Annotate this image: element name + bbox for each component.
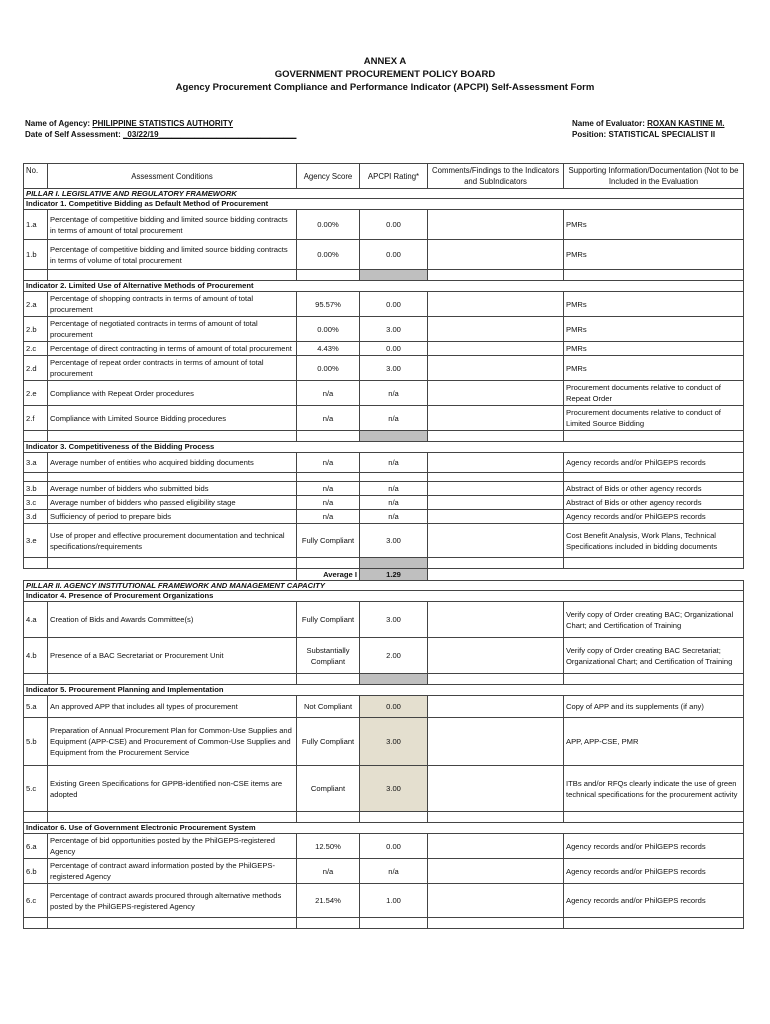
row-support: Abstract of Bids or other agency records	[564, 482, 744, 496]
row-condition: Percentage of repeat order contracts in terms of amount of total procurement	[48, 356, 297, 381]
row-score: 0.00%	[297, 356, 360, 381]
row-no: 2.c	[24, 342, 48, 356]
col-conditions: Assessment Conditions	[48, 164, 297, 189]
row-rating: n/a	[360, 381, 428, 406]
row-comments	[428, 834, 564, 859]
row-condition: Percentage of negotiated contracts in terms of amount of total procurement	[48, 317, 297, 342]
indicator-1-title: Indicator 1. Competitive Bidding as Default Method of Procurement	[24, 199, 744, 210]
row-comments	[428, 524, 564, 558]
row-comments	[428, 317, 564, 342]
date-value: _03/22/19_______________________________	[122, 130, 297, 139]
row-comments	[428, 766, 564, 812]
agency-value: PHILIPPINE STATISTICS AUTHORITY	[92, 119, 234, 128]
row-no: 3.a	[24, 453, 48, 473]
row-support: PMRs	[564, 317, 744, 342]
row-condition: Presence of a BAC Secretariat or Procurement Unit	[48, 638, 297, 674]
table-row	[24, 482, 744, 496]
row-comments	[428, 342, 564, 356]
table-row	[24, 406, 744, 431]
row-score: n/a	[297, 496, 360, 510]
row-comments	[428, 696, 564, 718]
row-rating: 0.00	[360, 834, 428, 859]
row-support: Agency records and/or PhilGEPS records	[564, 510, 744, 524]
row-condition: Percentage of bid opportunities posted by the PhilGEPS-registered Agency	[48, 834, 297, 859]
row-rating: 0.00	[360, 342, 428, 356]
row-rating: n/a	[360, 510, 428, 524]
row-no: 6.c	[24, 884, 48, 918]
row-comments	[428, 240, 564, 270]
agency-line	[25, 119, 233, 128]
row-condition: Percentage of contract award information posted by the PhilGEPS-registered Agency	[48, 859, 297, 884]
row-comments	[428, 210, 564, 240]
row-comments	[428, 356, 564, 381]
row-rating: 3.00	[360, 317, 428, 342]
row-score: n/a	[297, 859, 360, 884]
indicator-4-title: Indicator 4. Presence of Procurement Organizations	[24, 591, 744, 602]
row-support: Cost Benefit Analysis, Work Plans, Technical Specifications included in bidding documents	[564, 524, 744, 558]
row-no: 2.e	[24, 381, 48, 406]
row-score: 4.43%	[297, 342, 360, 356]
row-condition: An approved APP that includes all types of procurement	[48, 696, 297, 718]
evaluator-line	[572, 119, 724, 128]
row-comments	[428, 453, 564, 473]
row-rating: 3.00	[360, 602, 428, 638]
table-row	[24, 453, 744, 473]
row-condition: Average number of entities who acquired bidding documents	[48, 453, 297, 473]
row-score: Fully Compliant	[297, 524, 360, 558]
row-support: Agency records and/or PhilGEPS records	[564, 859, 744, 884]
row-comments	[428, 884, 564, 918]
table-row	[24, 510, 744, 524]
row-condition: Average number of bidders who submitted bids	[48, 482, 297, 496]
table-row	[24, 356, 744, 381]
table-row	[24, 524, 744, 558]
row-support: PMRs	[564, 210, 744, 240]
indicator-5-title: Indicator 5. Procurement Planning and Implementation	[24, 685, 744, 696]
row-condition: Sufficiency of period to prepare bids	[48, 510, 297, 524]
row-rating: n/a	[360, 859, 428, 884]
row-no: 2.d	[24, 356, 48, 381]
row-score: 21.54%	[297, 884, 360, 918]
indicator-3-title: Indicator 3. Competitiveness of the Bidding Process	[24, 442, 744, 453]
row-score: n/a	[297, 381, 360, 406]
row-support: PMRs	[564, 240, 744, 270]
row-score: Compliant	[297, 766, 360, 812]
row-support: Agency records and/or PhilGEPS records	[564, 834, 744, 859]
evaluator-value: ROXAN KASTINE M.	[647, 119, 725, 128]
table-row	[24, 602, 744, 638]
row-comments	[428, 510, 564, 524]
row-support: Agency records and/or PhilGEPS records	[564, 453, 744, 473]
row-no: 4.a	[24, 602, 48, 638]
row-comments	[428, 638, 564, 674]
table-header-row	[24, 164, 744, 189]
row-no: 6.b	[24, 859, 48, 884]
row-score: 0.00%	[297, 210, 360, 240]
row-score: 12.50%	[297, 834, 360, 859]
indicator-2-title: Indicator 2. Limited Use of Alternative Methods of Procurement	[24, 281, 744, 292]
row-rating: n/a	[360, 482, 428, 496]
row-condition: Compliance with Limited Source Bidding procedures	[48, 406, 297, 431]
row-comments	[428, 602, 564, 638]
col-score: Agency Score	[297, 164, 360, 189]
row-no: 3.e	[24, 524, 48, 558]
row-comments	[428, 406, 564, 431]
table-row	[24, 496, 744, 510]
row-condition: Compliance with Repeat Order procedures	[48, 381, 297, 406]
row-rating: 0.00	[360, 292, 428, 317]
row-support: Copy of APP and its supplements (if any)	[564, 696, 744, 718]
date-line	[25, 130, 296, 139]
row-no: 2.b	[24, 317, 48, 342]
row-no: 5.b	[24, 718, 48, 766]
position-line	[572, 130, 715, 139]
row-no: 5.c	[24, 766, 48, 812]
col-rating: APCPI Rating*	[360, 164, 428, 189]
row-rating: 0.00	[360, 210, 428, 240]
row-rating: 3.00	[360, 356, 428, 381]
row-comments	[428, 859, 564, 884]
row-rating: n/a	[360, 406, 428, 431]
position-value: STATISTICAL SPECIALIST II	[608, 130, 716, 139]
row-comments	[428, 482, 564, 496]
table-row	[24, 210, 744, 240]
row-score: n/a	[297, 453, 360, 473]
row-comments	[428, 496, 564, 510]
table-row	[24, 718, 744, 766]
row-support: PMRs	[564, 356, 744, 381]
average-label: Average I	[297, 569, 360, 581]
date-label: Date of Self Assessment:	[25, 130, 121, 139]
row-support: PMRs	[564, 292, 744, 317]
evaluator-label: Name of Evaluator:	[572, 119, 645, 128]
row-condition: Percentage of competitive bidding and limited source bidding contracts in terms of volume of total procurement	[48, 240, 297, 270]
form-title: Agency Procurement Compliance and Performance Indicator (APCPI) Self-Assessment Form	[175, 82, 595, 93]
table-row	[24, 317, 744, 342]
average-value: 1.29	[360, 569, 428, 581]
row-condition: Percentage of contract awards procured through alternative methods posted by the PhilGEPS-registered Agency	[48, 884, 297, 918]
row-rating: 2.00	[360, 638, 428, 674]
row-condition: Existing Green Specifications for GPPB-identified non-CSE items are adopted	[48, 766, 297, 812]
table-row	[24, 240, 744, 270]
table-row	[24, 381, 744, 406]
row-condition: Creation of Bids and Awards Committee(s)	[48, 602, 297, 638]
row-rating: 3.00	[360, 718, 428, 766]
row-condition: Use of proper and effective procurement documentation and technical specifications/requirements	[48, 524, 297, 558]
assessment-table	[23, 163, 744, 929]
table-row	[24, 638, 744, 674]
annex-label: ANNEX A	[363, 56, 407, 67]
row-condition: Percentage of competitive bidding and limited source bidding contracts in terms of amount of total procurement	[48, 210, 297, 240]
row-rating: 0.00	[360, 240, 428, 270]
table-row	[24, 834, 744, 859]
row-rating: 0.00	[360, 696, 428, 718]
row-support: Agency records and/or PhilGEPS records	[564, 884, 744, 918]
col-comments: Comments/Findings to the Indicators and SubIndicators	[428, 164, 564, 189]
row-score: Substantially Compliant	[297, 638, 360, 674]
row-support: Procurement documents relative to conduct of Limited Source Bidding	[564, 406, 744, 431]
position-label: Position:	[572, 130, 607, 139]
row-no: 4.b	[24, 638, 48, 674]
average-row	[24, 569, 744, 581]
row-rating: 1.00	[360, 884, 428, 918]
row-no: 3.b	[24, 482, 48, 496]
pillar-1-title: PILLAR I. LEGISLATIVE AND REGULATORY FRAMEWORK	[24, 189, 744, 199]
row-no: 2.a	[24, 292, 48, 317]
row-rating: n/a	[360, 496, 428, 510]
row-score: n/a	[297, 406, 360, 431]
row-score: n/a	[297, 482, 360, 496]
col-supporting: Supporting Information/Documentation (Not to be Included in the Evaluation	[564, 164, 744, 189]
row-rating: 3.00	[360, 766, 428, 812]
row-score: Fully Compliant	[297, 602, 360, 638]
row-condition: Preparation of Annual Procurement Plan for Common-Use Supplies and Equipment (APP-CSE) and Procurement of Common-Use Supplies and Equipment from the Procurement Service	[48, 718, 297, 766]
row-no: 1.a	[24, 210, 48, 240]
row-no: 5.a	[24, 696, 48, 718]
row-score: 0.00%	[297, 317, 360, 342]
agency-label: Name of Agency:	[25, 119, 91, 128]
row-support: ITBs and/or RFQs clearly indicate the use of green technical specifications for the procurement activity	[564, 766, 744, 812]
table-row	[24, 884, 744, 918]
row-no: 6.a	[24, 834, 48, 859]
row-score: 0.00%	[297, 240, 360, 270]
row-support: Procurement documents relative to conduct of Repeat Order	[564, 381, 744, 406]
row-support: Verify copy of Order creating BAC Secretariat; Organizational Chart; and Certification of Training	[564, 638, 744, 674]
row-condition: Percentage of shopping contracts in terms of amount of total procurement	[48, 292, 297, 317]
row-support: PMRs	[564, 342, 744, 356]
col-no: No.	[24, 164, 48, 189]
pillar-2-title: PILLAR II. AGENCY INSTITUTIONAL FRAMEWORK AND MANAGEMENT CAPACITY	[24, 581, 744, 591]
row-support: Verify copy of Order creating BAC; Organizational Chart; and Certification of Training	[564, 602, 744, 638]
row-comments	[428, 381, 564, 406]
row-rating: 3.00	[360, 524, 428, 558]
row-rating: n/a	[360, 453, 428, 473]
row-score: Not Compliant	[297, 696, 360, 718]
indicator-6-title: Indicator 6. Use of Government Electronic Procurement System	[24, 823, 744, 834]
table-row	[24, 292, 744, 317]
table-row	[24, 859, 744, 884]
row-no: 3.c	[24, 496, 48, 510]
row-no: 2.f	[24, 406, 48, 431]
row-comments	[428, 718, 564, 766]
row-no: 1.b	[24, 240, 48, 270]
row-support: APP, APP-CSE, PMR	[564, 718, 744, 766]
row-score: Fully Compliant	[297, 718, 360, 766]
row-support: Abstract of Bids or other agency records	[564, 496, 744, 510]
row-score: 95.57%	[297, 292, 360, 317]
row-condition: Percentage of direct contracting in terms of amount of total procurement	[48, 342, 297, 356]
table-row	[24, 342, 744, 356]
row-comments	[428, 292, 564, 317]
table-row	[24, 696, 744, 718]
row-score: n/a	[297, 510, 360, 524]
row-no: 3.d	[24, 510, 48, 524]
board-title: GOVERNMENT PROCUREMENT POLICY BOARD	[274, 69, 496, 80]
table-row	[24, 766, 744, 812]
row-condition: Average number of bidders who passed eligibility stage	[48, 496, 297, 510]
